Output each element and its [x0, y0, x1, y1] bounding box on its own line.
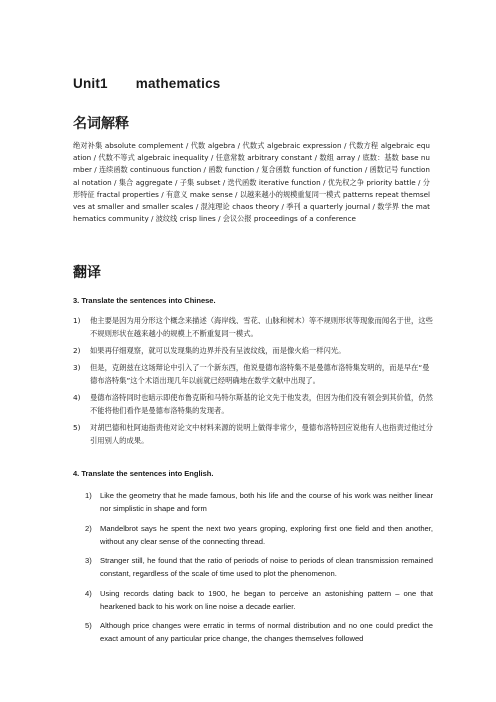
- list-item: [73, 421, 433, 447]
- item-text: 如果再仔细观察，就可以发现集的边界并没有呈波纹线，而是像火焰一样闪光。: [90, 346, 346, 355]
- glossary-separator: /: [111, 177, 119, 187]
- list-item: [73, 619, 433, 645]
- section4-title: 4. Translate the sentences into English.: [73, 469, 214, 478]
- glossary-separator: /: [362, 165, 370, 175]
- glossary-separator: /: [312, 153, 320, 163]
- glossary-term: 子集 subset: [179, 177, 221, 187]
- item-text: Mandelbrot says he spent the next two years groping, exploring first one field and then another, without any clear sense of the connecting thread.: [100, 523, 433, 546]
- glossary-term: 以越来越小的规模重复同一模式 patterns repeat themselves at smaller and smaller scales: [73, 189, 430, 212]
- glossary-term: 迭代函数 iterative function: [227, 177, 321, 187]
- glossary-term: 代数式 algebraic expression: [242, 141, 342, 150]
- glossary-term: 波纹线 crisp lines: [155, 214, 216, 224]
- glossary-separator: /: [201, 165, 209, 175]
- glossary-separator: /: [193, 202, 201, 212]
- translation-heading: 翻译: [73, 265, 101, 281]
- section4-list: [73, 489, 433, 652]
- item-number: 5): [73, 423, 81, 432]
- terms-heading: 名词解释: [73, 116, 129, 132]
- unit-name: mathematics: [135, 76, 221, 91]
- glossary-separator: /: [91, 165, 99, 175]
- list-item: [73, 587, 433, 613]
- glossary-term: 函数记号 functional notation: [73, 165, 430, 187]
- glossary-term: 集合 aggregate: [118, 177, 173, 187]
- glossary-term: 分形特征 fractal properties: [73, 177, 430, 199]
- item-number: 2): [85, 523, 92, 533]
- item-text: 曼德布洛特同时也暗示即使布鲁克斯和马特尔斯基的论文先于他发表，但因为他们没有领会到其价值，仍然不能将他们看作是曼德布洛特集的发现者。: [90, 393, 433, 415]
- glossary-term: 代数不等式 algebraic inequality: [98, 153, 209, 163]
- glossary-term: 代数 algebra: [190, 141, 236, 150]
- glossary-separator: /: [172, 177, 180, 187]
- list-item: [73, 554, 433, 580]
- glossary-term: 函数 function: [208, 165, 255, 175]
- item-text: 对胡巴德和杜阿迪指责他对论文中材料来源的说明上做得非常少，曼德布洛特回应说他有人也指责过他过分引用别人的成果。: [90, 423, 433, 445]
- item-text: Although price changes were erratic in terms of normal distribution and no one could predict the exact amount of any particular price change, the changes themselves followed: [100, 621, 433, 643]
- item-text: Stranger still, he found that the ratio of periods of noise to periods of clean transmission remained constant, regardless of the scale of time used to plot the phenomenon.: [100, 556, 433, 578]
- item-text: Like the geometry that he made famous, both his life and the course of his work was neither linear nor simplistic in shape and form: [100, 491, 433, 513]
- glossary-term: 任意常数 arbitrary constant: [215, 153, 313, 163]
- item-number: 3): [73, 363, 81, 372]
- item-number: 4): [85, 588, 92, 598]
- glossary-term: 季刊 a quarterly journal: [286, 202, 371, 212]
- glossary-separator: /: [158, 189, 166, 199]
- section3-list: [73, 314, 433, 451]
- list-item: [73, 344, 433, 357]
- glossary-term: 会议公报 proceedings of a conference: [222, 214, 356, 224]
- glossary-term: 绝对补集 absolute complement: [73, 141, 184, 150]
- unit-label: Unit1: [73, 76, 108, 91]
- glossary-separator: /: [232, 189, 240, 199]
- item-number: 1): [85, 491, 92, 500]
- glossary-separator: /: [279, 202, 287, 212]
- item-number: 3): [85, 556, 92, 565]
- glossary-separator: /: [320, 177, 328, 187]
- glossary-separator: /: [208, 153, 216, 163]
- glossary-term: 底数：基数 base number: [73, 153, 430, 175]
- glossary-term: 混沌理论 chaos theory: [200, 202, 280, 212]
- item-number: 4): [73, 393, 81, 402]
- glossary-term: 优先权之争 priority battle: [327, 177, 416, 187]
- glossary-separator: /: [220, 177, 228, 187]
- list-item: [73, 489, 433, 515]
- glossary-term: 数学界 the mathematics community: [73, 202, 430, 224]
- glossary-separator: /: [341, 141, 349, 150]
- glossary-separator: /: [415, 177, 423, 187]
- list-item: [73, 522, 433, 548]
- list-item: [73, 361, 433, 387]
- glossary-separator: /: [355, 153, 363, 163]
- item-text: 但是，克朗兹在这场辩论中引入了一个新东西，他说曼德布洛特集不是曼德布洛特集发明的，而是早在“曼德布洛特集”这个术语出现几年以前就已经明确地在数学文献中出现了。: [90, 363, 430, 385]
- item-text: Using records dating back to 1900, he began to perceive an astonishing pattern – one that hearkened back to his work on line noise a decade earlier.: [100, 588, 433, 611]
- item-number: 5): [85, 621, 92, 630]
- glossary-separator: /: [254, 165, 262, 175]
- item-number: 1): [73, 316, 81, 325]
- glossary-term: 代数方程 algebraic equation: [73, 141, 430, 163]
- glossary-separator: /: [183, 141, 191, 150]
- glossary-separator: /: [235, 141, 243, 150]
- list-item: [73, 391, 433, 417]
- list-item: [73, 314, 433, 340]
- item-number: 2): [73, 346, 81, 355]
- glossary-term: 连续函数 continuous function: [98, 165, 202, 175]
- glossary-term: 复合函数 function of function: [261, 165, 363, 175]
- unit-title: [73, 76, 221, 91]
- glossary-paragraph: [73, 140, 430, 225]
- glossary-separator: /: [215, 214, 223, 224]
- item-text: 他主要是因为用分形这个概念来描述（海岸线、雪花、山脉和树木）等不规则形状等现象而闻名于世，这些不规则形状在越来越小的规模上不断重复同一模式。: [90, 316, 433, 338]
- glossary-separator: /: [370, 202, 378, 212]
- glossary-separator: /: [148, 214, 156, 224]
- glossary-term: 有意义 make sense: [165, 189, 233, 199]
- glossary-separator: /: [91, 153, 99, 163]
- glossary-term: 数组 array: [319, 153, 356, 163]
- section3-title: 3. Translate the sentences into Chinese.: [73, 296, 216, 305]
